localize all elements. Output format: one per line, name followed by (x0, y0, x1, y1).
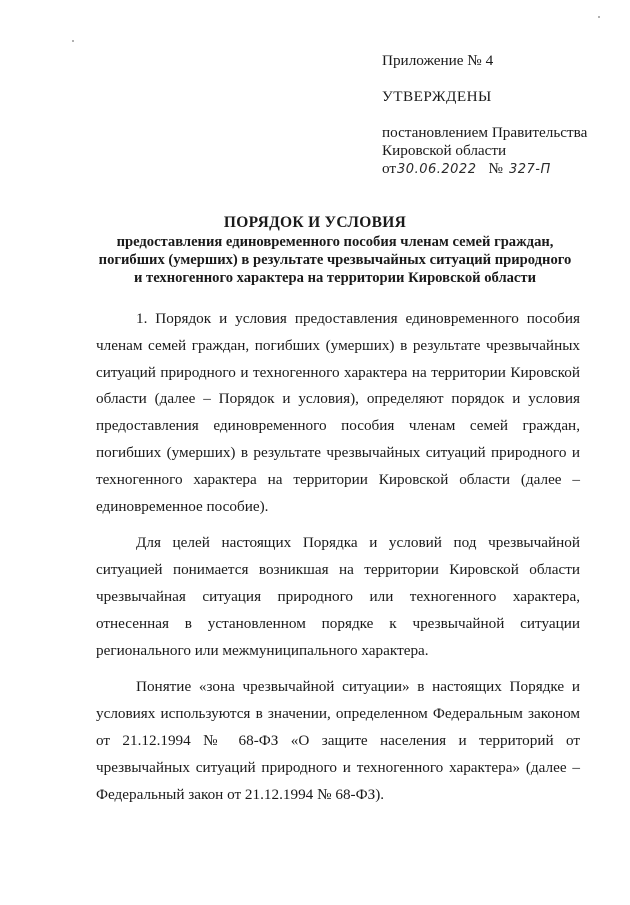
approved-label: УТВЕРЖДЕНЫ (382, 88, 492, 105)
document-title: ПОРЯДОК И УСЛОВИЯ (223, 214, 407, 231)
handwritten-number: 327-П (508, 162, 551, 177)
scan-speck (598, 16, 600, 18)
resolution-from-label: от (382, 160, 397, 177)
subtitle-line-2: погибших (умерших) в результате чрезвычайных ситуаций природного (98, 252, 572, 268)
resolution-line-2: Кировской области (382, 142, 507, 159)
handwritten-date: 30.06.2022 (397, 162, 477, 177)
subtitle-line-1: предоставления единовременного пособия членам семей граждан, (116, 234, 554, 250)
number-sign: № (488, 160, 503, 177)
document-subtitle (90, 233, 580, 287)
document-body (96, 306, 580, 818)
paragraph-1: 1. Порядок и условия предоставления единовременного пособия членам семей граждан, погибших (умерших) в результате чрезвычайных ситуаций природного и техногенного характера на территории Кировской области (далее – Порядок и условия), определяют порядок и условия предоставления единовременного пособия членам семей граждан, погибших (умерших) в результате чрезвычайных ситуаций природного и техногенного характера на территории Кировской области (далее – единовременное пособие). (96, 310, 580, 515)
paragraph-2: Для целей настоящих Порядка и условий под чрезвычайной ситуацией понимается возникшая на территории Кировской области чрезвычайная ситуация природного или техногенного характера, отнесенная в установленном порядке к чрезвычайной ситуации регионального или межмуниципального характера. (96, 534, 580, 659)
resolution-reference (382, 124, 587, 179)
resolution-line-1: постановлением Правительства (382, 124, 588, 141)
resolution-date-line (382, 160, 587, 179)
subtitle-line-3: и техногенного характера на территории Кировской области (134, 270, 536, 286)
paragraph-3: Понятие «зона чрезвычайной ситуации» в настоящих Порядке и условиях используются в значении, определенном Федеральным законом от 21.12.1994 № 68-ФЗ «О защите населения и территорий от чрезвычайных ситуаций природного и техногенного характера» (далее – Федеральный закон от 21.12.1994 № 68-ФЗ). (96, 678, 580, 803)
scan-speck (72, 40, 74, 42)
appendix-label: Приложение № 4 (382, 52, 494, 69)
